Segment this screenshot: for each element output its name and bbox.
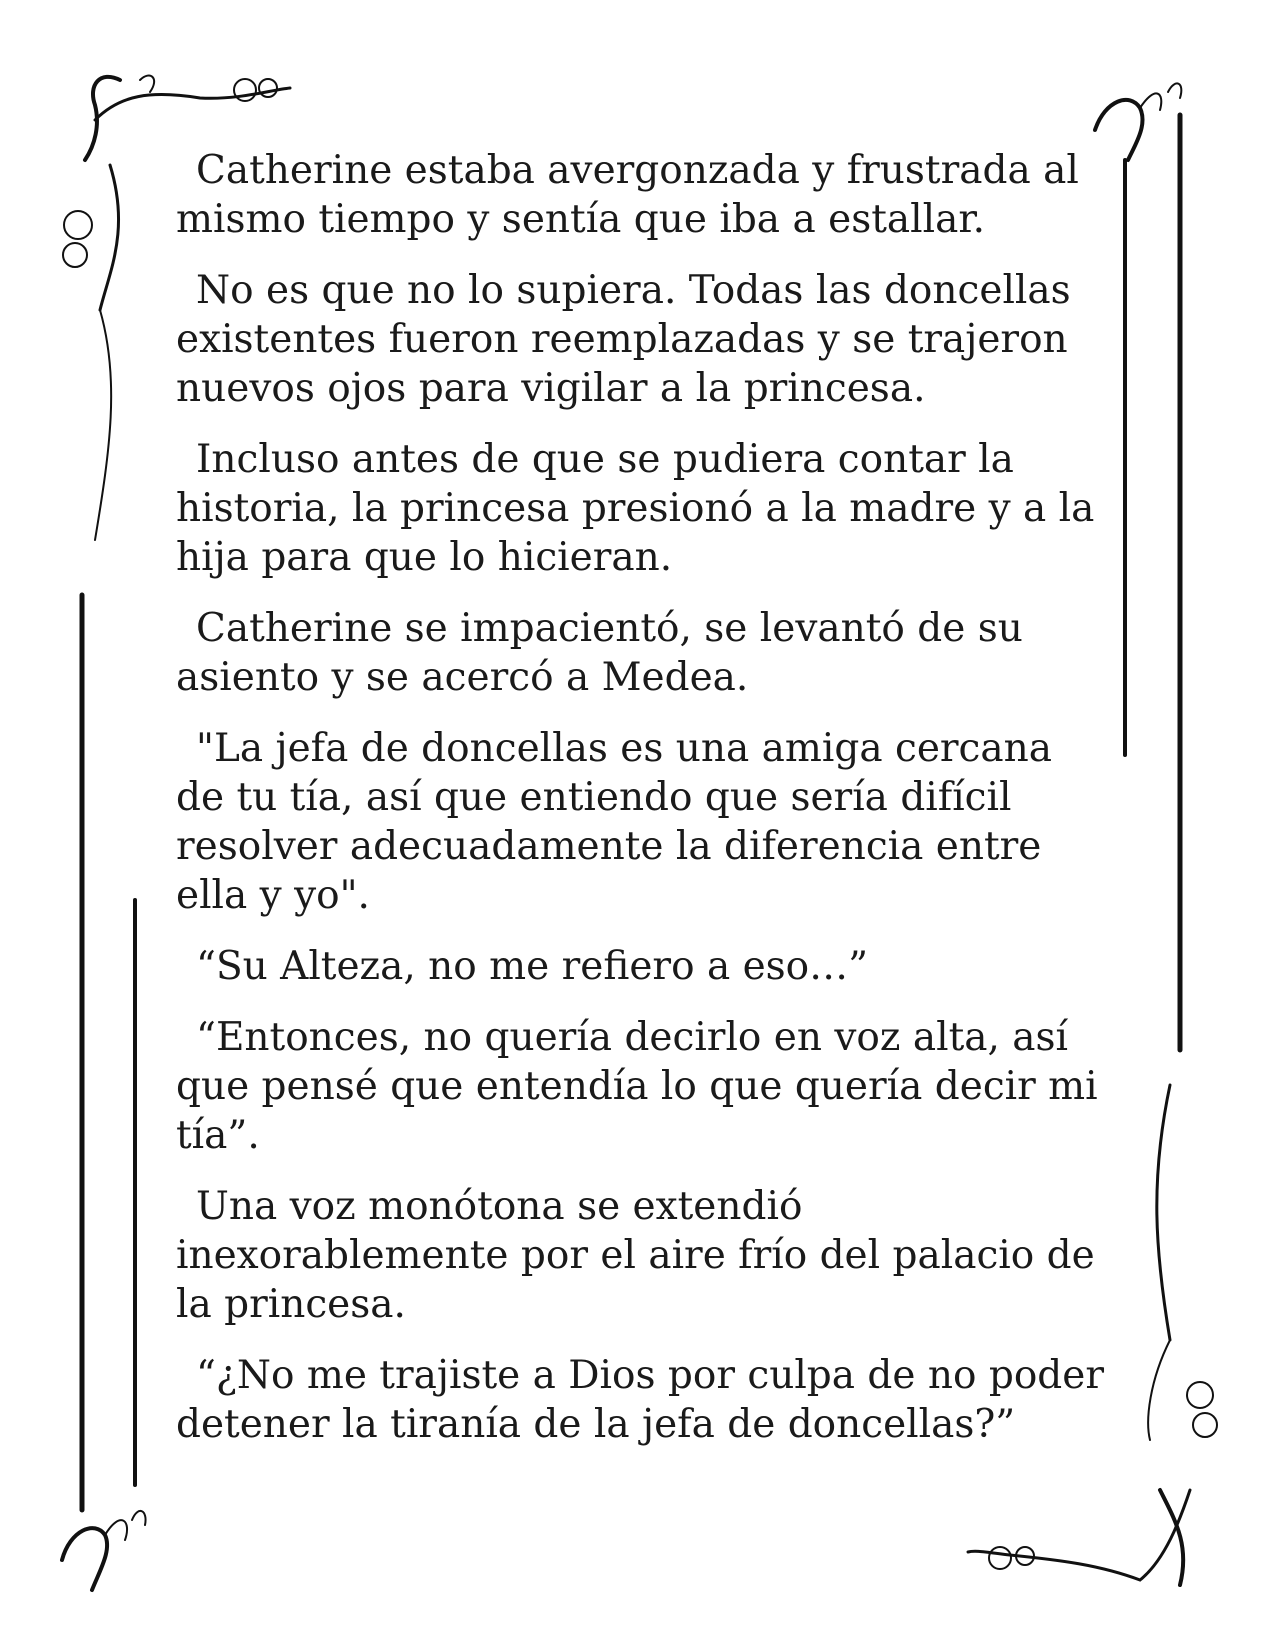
paragraph-9: “¿No me trajiste a Dios por culpa de no poder detener la tiranía de la jefa de doncellas?” (176, 1353, 1104, 1447)
paragraph-2: No es que no lo supiera. Todas las doncellas existentes fueron reemplazadas y se trajeron nuevos ojos para vigilar a la princesa. (176, 268, 1071, 411)
paragraph-6: “Su Alteza, no me refiero a eso…” (196, 944, 869, 989)
flourish-top-right (1095, 83, 1181, 160)
paragraph-1: Catherine estaba avergonzada y frustrada al mismo tiempo y sentía que iba a estallar. (176, 148, 1079, 242)
story-text (176, 146, 1106, 1471)
paragraph-7: “Entonces, no quería decirlo en voz alta, así que pensé que entendía lo que quería decir mi tía”. (176, 1015, 1098, 1158)
paragraph-8: Una voz monótona se extendió inexorablemente por el aire frío del palacio de la princesa. (176, 1184, 1095, 1327)
flourish-bottom-left (62, 1511, 146, 1590)
paragraph-3: Incluso antes de que se pudiera contar la historia, la princesa presionó a la madre y a la hija para que lo hicieran. (176, 437, 1095, 580)
paragraph-5: "La jefa de doncellas es una amiga cercana de tu tía, así que entiendo que sería difícil resolver adecuadamente la diferencia entre ella y yo". (176, 726, 1053, 918)
paragraph-4: Catherine se impacientó, se levantó de su asiento y se acercó a Medea. (176, 606, 1023, 700)
